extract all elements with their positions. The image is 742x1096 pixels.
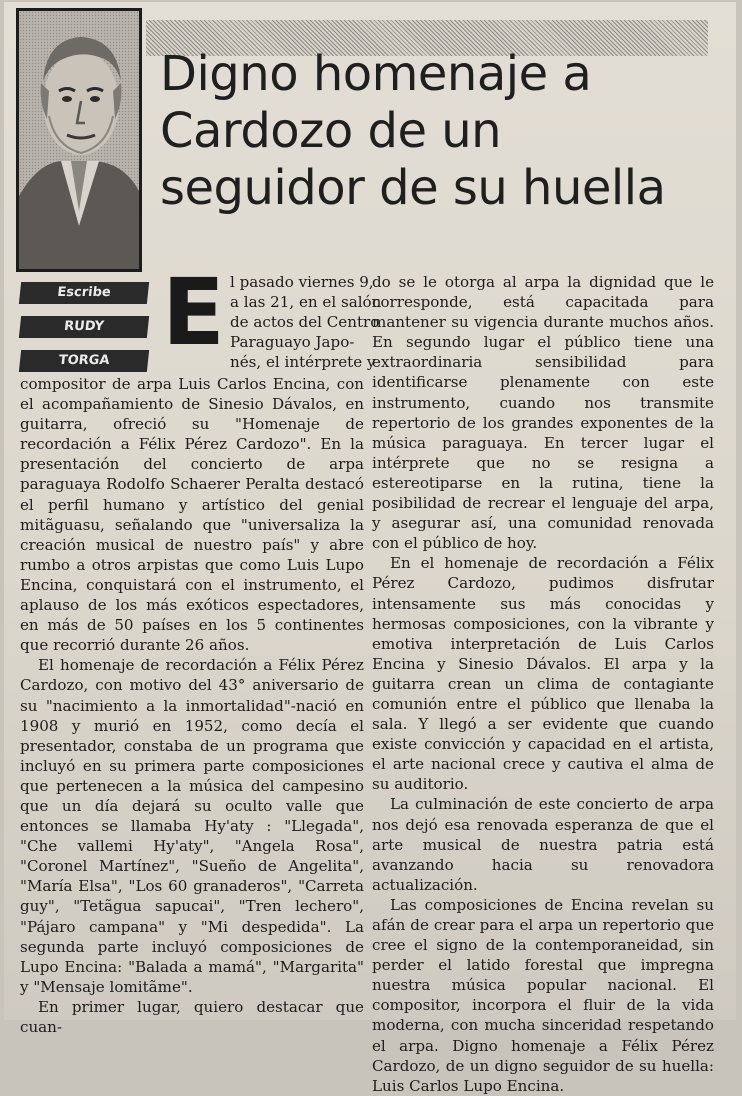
- lead-line: de actos del Centro: [230, 313, 380, 331]
- byline-author-first: RUDY: [19, 316, 149, 338]
- paragraph: compositor de arpa Luis Carlos Encina, con el acompañamiento de Sinesio Dávalos, en guitarra, ofreció su "Homenaje de recordación a Félix Pérez Cardozo". En la presentación del concierto de arpa paraguaya Rodolfo Schaerer Peralta destacó el perfil humano y artístico del genial mitãguasu, señalando que "universaliza la creación musical de nuestro país" y abre rumbo a otros arpistas que como Luis Lupo Encina, conquistará con el instrumento, el aplauso de los más exóticos espectadores, en más de 50 países en los 5 continentes que recorrió durante 26 años.: [20, 375, 364, 655]
- lead-line: nés, el intérprete y: [230, 353, 376, 371]
- lead-line: a las 21, en el salón: [230, 293, 382, 311]
- byline-label: Escribe: [19, 282, 149, 304]
- column-left: [20, 374, 364, 1037]
- article-headline: [160, 46, 720, 217]
- headline-line: Digno homenaje a: [160, 46, 592, 102]
- author-portrait: [16, 8, 142, 272]
- headline-line: Cardozo de un: [160, 103, 502, 159]
- column-right: [372, 272, 714, 1096]
- lead-line: Paraguayo Japo-: [230, 333, 355, 351]
- paragraph: El homenaje de recordación a Félix Pérez Cardozo, con motivo del 43° aniversario de su "nacimiento a la inmortalidad"-nació en 1908 y murió en 1952, como decía el presentador, constaba de un programa que incluyó en su primera parte composiciones que pertenecen a la música del campesino que un día dejará su oculto valle que entonces se llamaba Hy'aty : "Llegada", "Che vallemi Hy'aty", "Angela Rosa", "Coronel Martínez", "Sueño de Angelita", "María Elsa", "Los 60 granaderos", "Carreta guy", "Tetãgua sapucai", "Tren lechero", "Pájaro campana" y "Mi despedida". La segunda parte incluyó composiciones de Lupo Encina: "Balada a mamá", "Margarita" y "Mensaje lomitãme".: [20, 656, 364, 996]
- paragraph: do se le otorga al arpa la dignidad que le corresponde, está capacitada para mantener su vigencia durante muchos años. En segundo lugar el público tiene una extraordinaria sensibilidad para identificarse plenamente con este instrumento, cuando nos transmite repertorio de los grandes exponentes de la música paraguaya. En tercer lugar el intérprete que no se resigna a estereotiparse en la rutina, tiene la posibilidad de recrear el lenguaje del arpa, y asegurar así, una comunidad renovada con el público de hoy.: [372, 273, 714, 553]
- paragraph: Las composiciones de Encina revelan su afán de crear para el arpa un repertorio que cree el signo de la contemporaneidad, sin perder el latido forestal que impregna nuestra música popular nacional. El compositor, incorpora el fluir de la vida moderna, con mucha sinceridad respetando el arpa. Digno homenaje a Félix Pérez Cardozo, de un digno seguidor de su huella: Luis Carlos Lupo Encina.: [372, 895, 714, 1095]
- paragraph: En primer lugar, quiero destacar que cuan-: [20, 997, 364, 1036]
- headline-line: seguidor de su huella: [160, 160, 666, 216]
- newspaper-page: [4, 2, 736, 1095]
- lead-line: l pasado viernes 9,: [230, 273, 374, 291]
- paragraph: En el homenaje de recordación a Félix Pérez Cardozo, pudimos disfrutar intensamente sus más conocidas y hermosas composiciones, con la vibrante y emotiva interpretación de Luis Carlos Encina y Sinesio Dávalos. El arpa y la guitarra crean un clima de contagiante comunión entre el público que llenaba la sala. Y llegó a ser evidente que cuando existe convicción y capacidad en el artista, el arte nacional crece y cautiva el alma de su auditorio.: [372, 554, 714, 794]
- drop-cap: E: [162, 259, 225, 366]
- byline-author-last: TORGA: [19, 350, 149, 372]
- paragraph: La culminación de este concierto de arpa nos dejó esa renovada esperanza de que el arte musical de nuestra patria está avanzando hacia su renovadora actualización.: [372, 795, 714, 894]
